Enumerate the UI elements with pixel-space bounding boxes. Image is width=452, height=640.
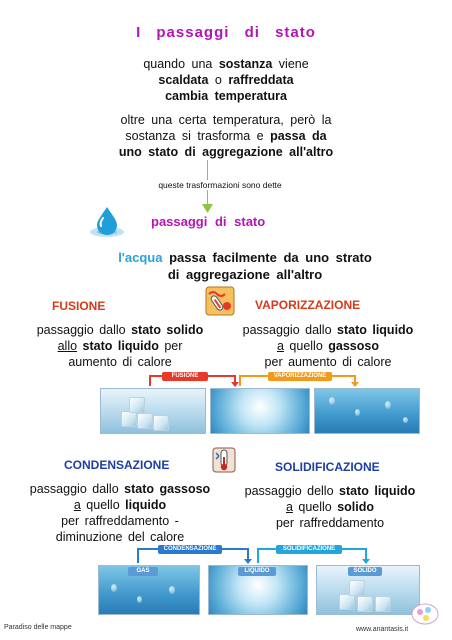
condensazione-line-4: diminuzione del calore	[55, 530, 185, 544]
fusione-tag: FUSIONE	[162, 372, 208, 381]
arrow-down-icon	[202, 204, 213, 213]
solidificazione-line-2: a quello solido	[285, 500, 375, 514]
para2-line-2: sostanza si trasforma e passa da	[125, 129, 327, 143]
condensazione-tag: CONDENSAZIONE	[158, 545, 222, 554]
fusione-line-3: aumento di calore	[68, 355, 172, 369]
fusione-line-1: passaggio dallo stato solido	[36, 323, 204, 337]
acqua-text	[40, 249, 450, 283]
intro-text	[0, 56, 452, 104]
water-splash-image	[210, 388, 310, 434]
solidificazione-description	[230, 483, 430, 531]
acqua-line-2: di aggregazione all'altro	[167, 267, 323, 282]
page-title: I passaggi di stato	[136, 24, 316, 41]
heating-thermometer-icon	[205, 286, 235, 316]
fusione-heading: FUSIONE	[52, 299, 106, 313]
gas-tag: GAS	[128, 567, 158, 576]
vaporizzazione-tag: VAPORIZZAZIONE	[268, 372, 332, 381]
vaporizzazione-line-1: passaggio dallo stato liquido	[242, 323, 414, 337]
water-vapor-drops-image	[314, 388, 420, 434]
vaporizzazione-line-2: a quello gassoso	[277, 339, 379, 353]
diagram-condensazione-solidificazione	[98, 543, 428, 615]
solidificazione-line-1: passaggio dello stato liquido	[244, 484, 416, 498]
diagram-fusione-vaporizzazione	[100, 370, 420, 432]
footer-right: www.anantasis.it	[356, 626, 409, 633]
intro-line-1: quando una sostanza viene	[143, 57, 309, 71]
fusione-description	[20, 322, 220, 370]
intro-line-3: cambia temperatura	[165, 89, 287, 103]
vaporizzazione-line-3: per aumento di calore	[264, 355, 392, 369]
vaporizzazione-heading: VAPORIZZAZIONE	[255, 298, 361, 312]
condensazione-line-3: per raffreddamento -	[61, 514, 179, 528]
passaggi-di-stato-label: passaggi di stato	[151, 214, 266, 229]
ice-cubes-image	[100, 388, 206, 434]
liquido-tag: LIQUIDO	[238, 567, 276, 576]
intro-line-2: scaldata o raffreddata	[158, 73, 294, 87]
solido-tag: SOLIDO	[348, 567, 382, 576]
condensazione-line-2: a quello liquido	[73, 498, 167, 512]
vaporizzazione-description	[228, 322, 428, 370]
fusione-line-2: allo stato liquido per	[57, 339, 183, 353]
water-drop-icon	[87, 205, 127, 239]
para2-line-1: oltre una certa temperatura, però la	[120, 113, 332, 127]
logo-icon	[410, 600, 440, 626]
cooling-thermometer-icon	[212, 447, 236, 473]
diagram-top-arrows	[100, 370, 420, 390]
condensazione-line-1: passaggio dallo stato gassoso	[29, 482, 211, 496]
solidificazione-tag: SOLIDIFICAZIONE	[276, 545, 342, 554]
footer-left: Paradiso delle mappe	[4, 624, 72, 631]
acqua-line-1: l'acqua passa facilmente da uno strato	[118, 250, 372, 265]
paragraph-temperature	[0, 112, 452, 160]
transition-note: queste trasformazioni sono dette	[130, 180, 310, 190]
condensazione-heading: CONDENSAZIONE	[64, 458, 170, 472]
solidificazione-heading: SOLIDIFICAZIONE	[275, 460, 380, 474]
para2-line-3: uno stato di aggregazione all'altro	[118, 145, 334, 159]
solidificazione-line-3: per raffreddamento	[275, 516, 385, 530]
condensazione-description	[20, 481, 220, 545]
